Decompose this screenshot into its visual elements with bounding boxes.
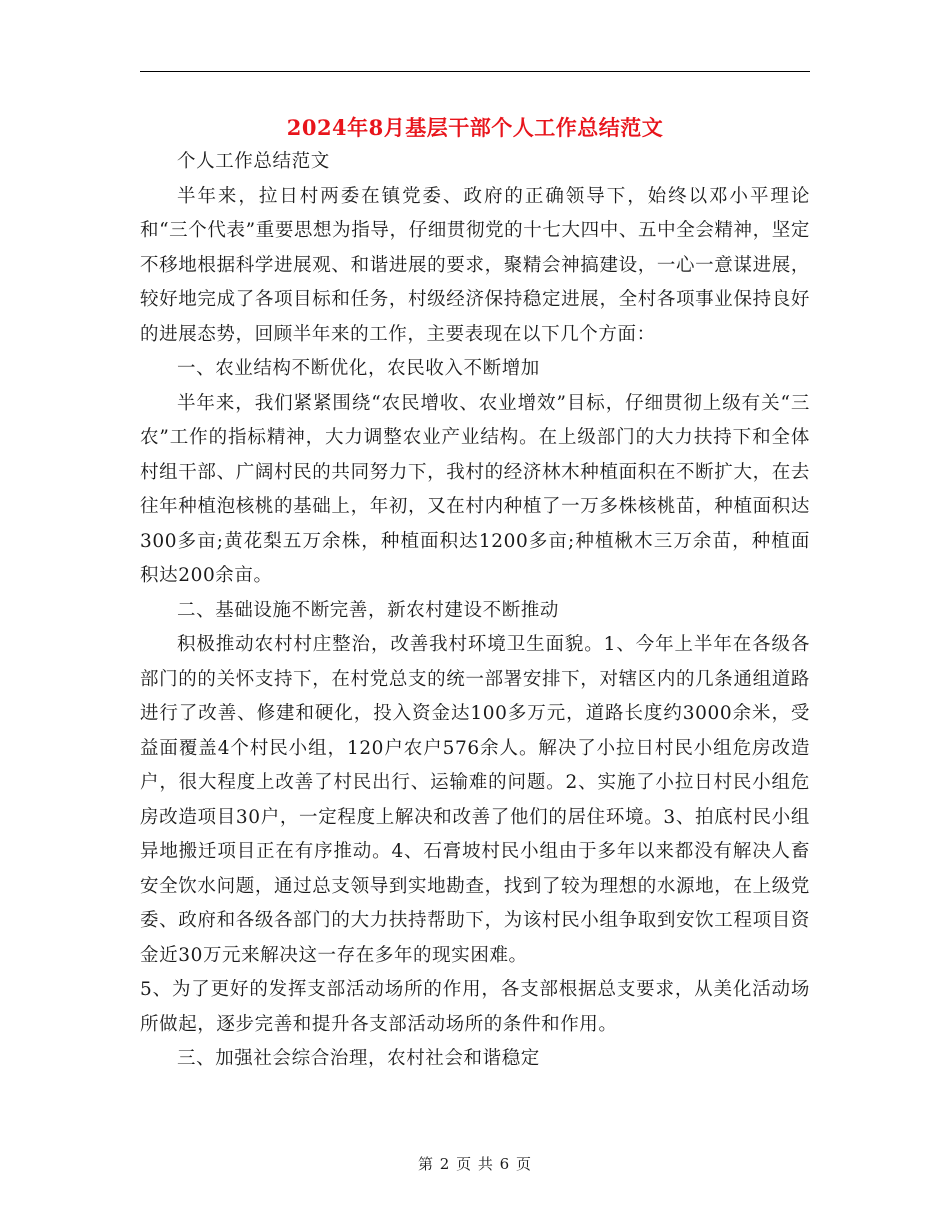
section-heading-infrastructure: 二、基础设施不断完善，新农村建设不断推动 <box>177 599 560 621</box>
section-heading-governance: 三、加强社会综合治理，农村社会和谐稳定 <box>177 1048 540 1069</box>
paragraph-infrastructure: 积极推动农村村庄整治，改善我村环境卫生面貌。1、今年上半年在各级各部门的的关怀支持下，在村党总支的统一部署安排下，对辖区内的几条通组道路进行了改善、修建和硬化，投入资金达100多万元，道路长度约3000余米，受益面覆盖4个村民小组，120户农户576余人。解决了小拉日村民小组危房改造户，很大程度上改善了村民出行、运输难的问题。2、实施了小拉日村民小组危房改造项目30户，一定程度上解决和改善了他们的居住环境。3、拍底村民小组异地搬迁项目正在有序推动。4、石膏坡村民小组由于多年以来都没有解决人畜安全饮水问题，通过总支领导到实地勘查，找到了较为理想的水源地，在上级党委、政府和各级各部门的大力扶持帮助下，为该村民小组争取到安饮工程项目资金近30万元来解决这一存在多年的现实困难。 <box>140 634 810 966</box>
paragraph-activity-venues: 5、为了更好的发挥支部活动场所的作用，各支部根据总支要求，从美化活动场所做起，逐步完善和提升各支部活动场所的条件和作用。 <box>140 979 810 1035</box>
document-body <box>140 145 810 1077</box>
document-title: 2024年8月基层干部个人工作总结范文 <box>286 115 664 140</box>
paragraph-intro: 半年来，拉日村两委在镇党委、政府的正确领导下，始终以邓小平理论和“三个代表”重要思想为指导，仔细贯彻党的十七大四中、五中全会精神，坚定不移地根据科学进展观、和谐进展的要求，聚精会神搞建设，一心一意谋进展，较好地完成了各项目标和任务，村级经济保持稳定进展，全村各项事业保持良好的进展态势，回顾半年来的工作，主要表现在以下几个方面： <box>140 185 810 345</box>
header-rule <box>140 71 810 72</box>
section-heading-agriculture: 一、农业结构不断优化，农民收入不断增加 <box>177 358 540 379</box>
paragraph-subtitle: 个人工作总结范文 <box>177 151 330 172</box>
paragraph-agriculture: 半年来，我们紧紧围绕“农民增收、农业增效”目标，仔细贯彻上级有关“三农”工作的指标精神，大力调整农业产业结构。在上级部门的大力扶持下和全体村组干部、广阔村民的共同努力下，我村的经济林木种植面积在不断扩大，在去往年种植泡核桃的基础上，年初，又在村内种植了一万多株核桃苗，种植面积达300多亩;黄花梨五万余株，种植面积达1200多亩;种植楸木三万余苗，种植面积达200余亩。 <box>140 392 810 586</box>
page-number: 第 2 页 共 6 页 <box>418 1155 532 1173</box>
